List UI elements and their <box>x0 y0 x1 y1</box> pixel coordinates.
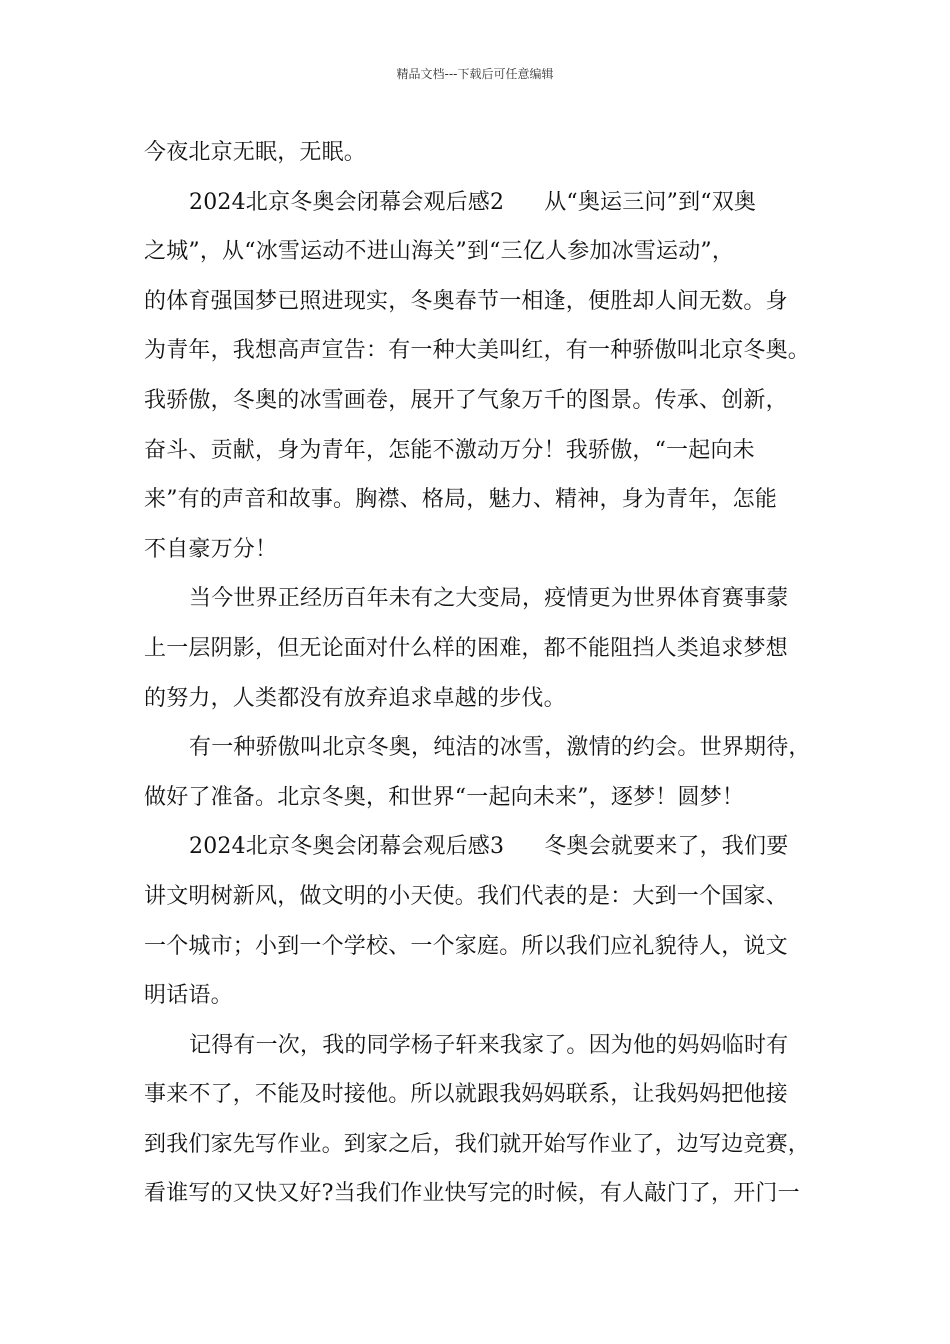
document-body <box>144 128 834 1219</box>
text-line: 看谁写的又快又好?当我们作业快写完的时候，有人敲门了，开门一 <box>144 1181 800 1207</box>
text-line: 做好了准备。北京冬奥，和世界“一起向未来”，逐梦！圆梦！ <box>144 784 745 810</box>
text-line: 冬奥会就要来了，我们要 <box>544 834 789 860</box>
text-line: 明话语。 <box>144 983 233 1009</box>
text-line: 记得有一次，我的同学杨子轩来我家了。因为他的妈妈临时有 <box>189 1032 789 1058</box>
text-line: 之城”，从“冰雪运动不进山海关”到“三亿人参加冰雪运动”， <box>144 239 735 265</box>
section-title-line <box>144 822 834 872</box>
text-line: 从“奥运三问”到“双奥 <box>544 189 757 215</box>
text-line: 的努力，人类都没有放弃追求卓越的步伐。 <box>144 685 566 711</box>
text-line: 有一种骄傲叫北京冬奥，纯洁的冰雪，激情的约会。世界期待， <box>189 735 811 761</box>
text-line: 当今世界正经历百年未有之大变局，疫情更为世界体育赛事蒙 <box>189 586 789 612</box>
text-line: 奋斗、贡献，身为青年，怎能不激动万分！我骄傲，“一起向未 <box>144 437 755 463</box>
text-line: 不自豪万分！ <box>144 536 278 562</box>
text-line: 到我们家先写作业。到家之后，我们就开始写作业了，边写边竞赛， <box>144 1131 811 1157</box>
text-line: 今夜北京无眠，无眠。 <box>144 140 367 165</box>
text-line: 上一层阴影，但无论面对什么样的困难，都不能阻挡人类追求梦想 <box>144 635 788 661</box>
text-line: 我骄傲，冬奥的冰雪画卷，展开了气象万千的图景。传承、创新， <box>144 387 788 413</box>
text-line: 一个城市；小到一个学校、一个家庭。所以我们应礼貌待人，说文 <box>144 933 788 959</box>
section-title-line <box>144 178 834 228</box>
section-title: 2024北京冬奥会闭幕会观后感3 <box>189 834 505 860</box>
page-header: 精品文档---下载后可任意编辑 <box>396 67 554 81</box>
section-title: 2024北京冬奥会闭幕会观后感2 <box>189 189 505 215</box>
text-line: 为青年，我想高声宣告：有一种大美叫红，有一种骄傲叫北京冬奥。 <box>144 338 811 364</box>
text-line: 的体育强国梦已照进现实，冬奥春节一相逢，便胜却人间无数。身 <box>144 288 788 314</box>
text-line: 讲文明树新风，做文明的小天使。我们代表的是：大到一个国家、 <box>144 883 788 909</box>
text-line: 来”有的声音和故事。胸襟、格局，魅力、精神，身为青年，怎能 <box>144 487 778 513</box>
text-line: 事来不了，不能及时接他。所以就跟我妈妈联系，让我妈妈把他接 <box>144 1082 788 1108</box>
